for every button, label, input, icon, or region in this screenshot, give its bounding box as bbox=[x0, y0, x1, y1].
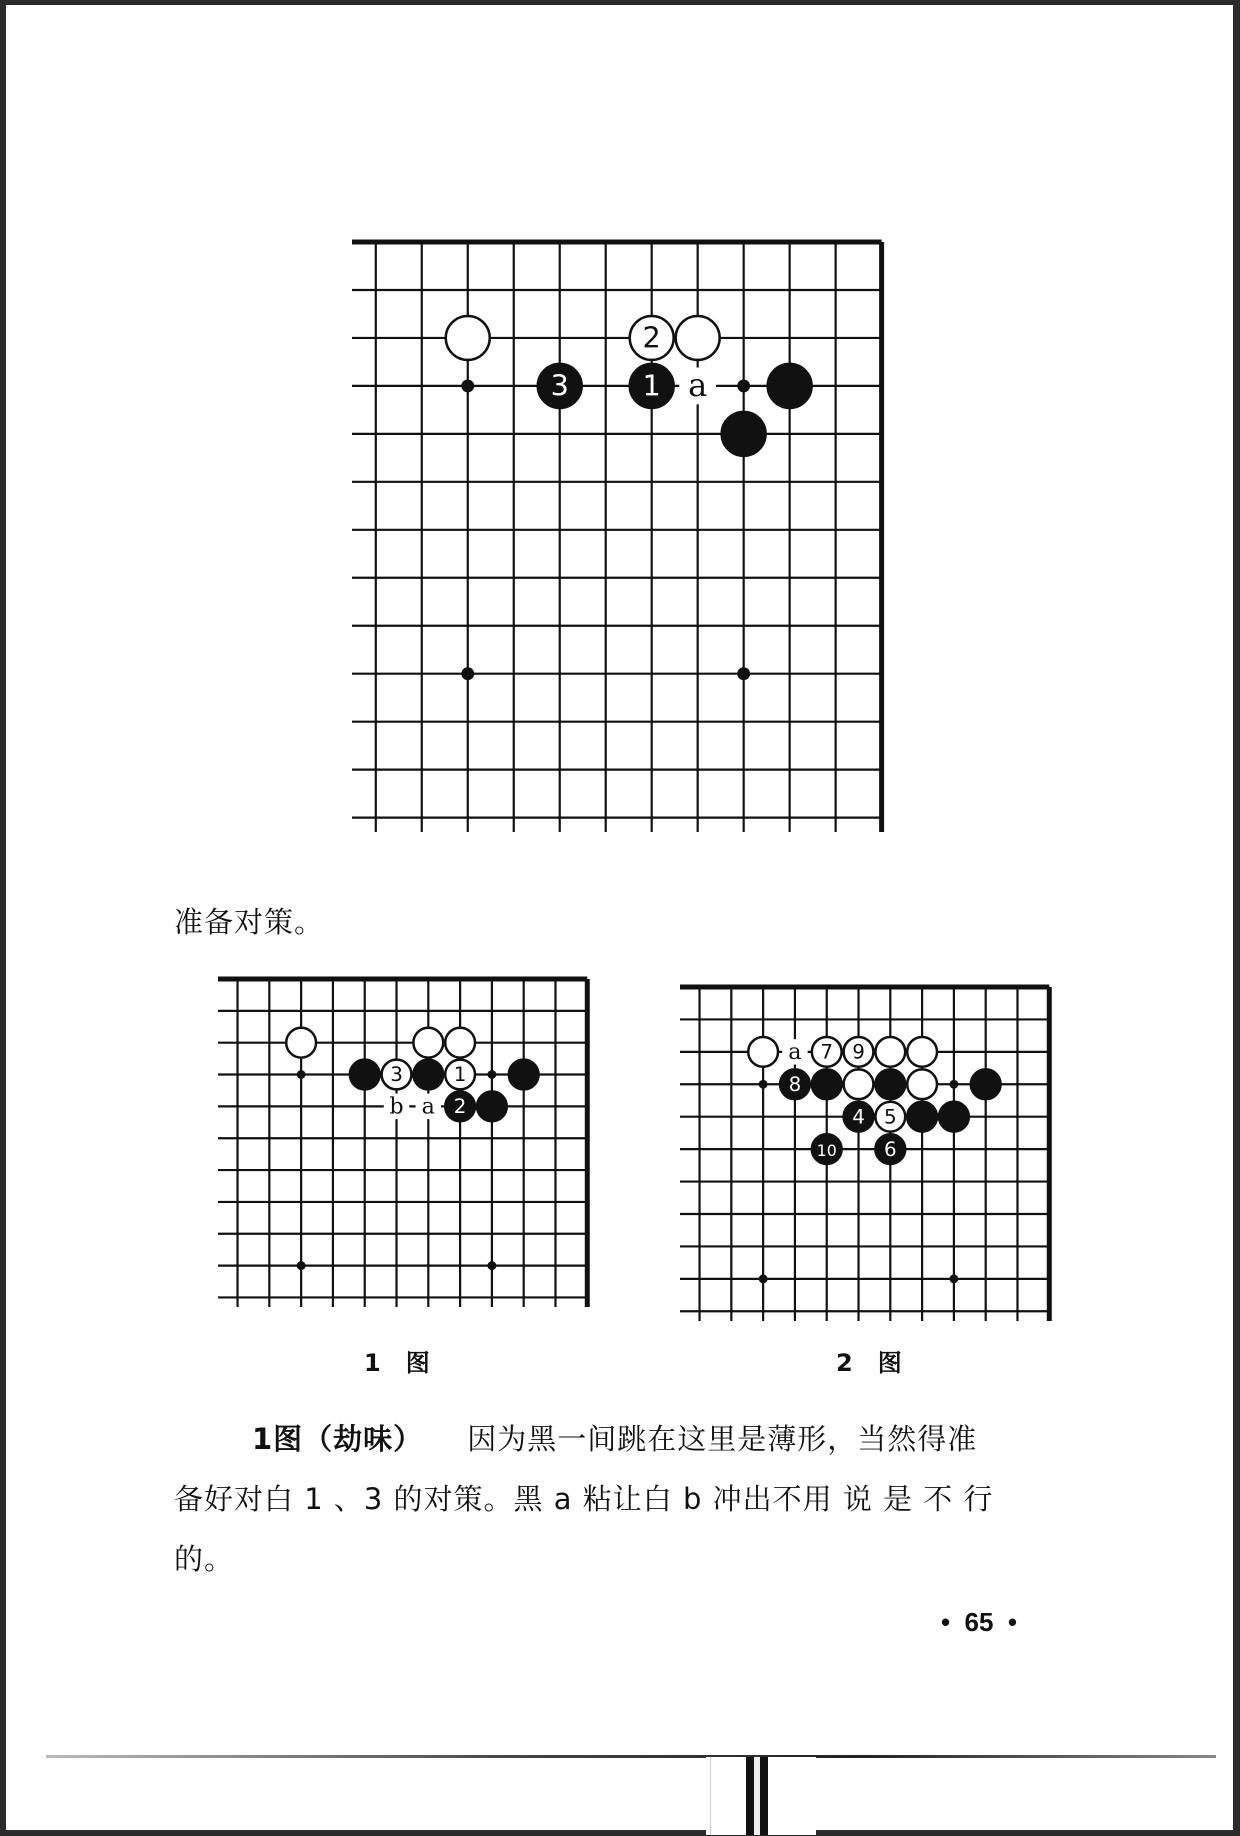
black-stone-icon bbox=[538, 364, 582, 408]
white-stone-icon bbox=[446, 316, 490, 360]
black-stone-icon bbox=[413, 1060, 443, 1090]
black-stone-icon bbox=[875, 1069, 905, 1099]
point-label: a bbox=[788, 1039, 802, 1066]
move-number: 9 bbox=[852, 1040, 865, 1064]
white-stone-icon bbox=[286, 1028, 316, 1058]
move-number: 6 bbox=[883, 1137, 897, 1161]
black-stone-icon bbox=[780, 1069, 810, 1099]
move-number: 3 bbox=[390, 1063, 403, 1087]
star-point-icon bbox=[759, 1274, 768, 1283]
paragraph-lead-label: 1图（劫味） bbox=[252, 1422, 424, 1456]
paragraph-line-3: 的。 bbox=[174, 1542, 235, 1576]
star-point-icon bbox=[487, 1261, 496, 1270]
star-point-icon bbox=[759, 1080, 768, 1089]
white-stone-icon bbox=[844, 1037, 874, 1067]
move-number: 1 bbox=[642, 368, 661, 403]
white-stone-icon bbox=[445, 1028, 475, 1058]
black-stone-icon bbox=[350, 1060, 380, 1090]
page-number: • 65 • bbox=[941, 1607, 1018, 1637]
white-stone-icon bbox=[812, 1037, 842, 1067]
go-diagram-figure-1 bbox=[218, 975, 600, 1311]
black-stone-icon bbox=[768, 364, 812, 408]
black-stone-icon bbox=[939, 1102, 969, 1132]
black-stone-icon bbox=[477, 1091, 507, 1121]
caption-figure-1: 1 图 bbox=[364, 1349, 430, 1377]
star-point-icon bbox=[737, 667, 750, 680]
go-diagram-figure-2 bbox=[680, 983, 1062, 1325]
black-stone-icon bbox=[971, 1069, 1001, 1099]
star-point-icon bbox=[297, 1070, 306, 1079]
paragraph-line-1-text: 因为黑一间跳在这里是薄形，当然得准 bbox=[467, 1422, 978, 1456]
white-stone-icon bbox=[875, 1102, 905, 1132]
black-stone-icon bbox=[509, 1060, 539, 1090]
move-number: 2 bbox=[453, 1095, 467, 1119]
point-label: a bbox=[421, 1093, 435, 1120]
white-stone-icon bbox=[907, 1037, 937, 1067]
black-stone-icon bbox=[812, 1134, 842, 1164]
move-number: 1 bbox=[453, 1063, 467, 1087]
paragraph-line-1 bbox=[252, 1417, 977, 1458]
white-stone-icon bbox=[445, 1060, 475, 1090]
move-number: 5 bbox=[883, 1105, 897, 1129]
black-stone-icon bbox=[630, 364, 674, 408]
text-line-prepare: 准备对策。 bbox=[174, 905, 325, 939]
black-stone-icon bbox=[722, 412, 766, 456]
scan-artifact-bars bbox=[706, 1757, 816, 1835]
white-stone-icon bbox=[875, 1037, 905, 1067]
white-stone-icon bbox=[907, 1069, 937, 1099]
book-page bbox=[6, 5, 1233, 1830]
star-point-icon bbox=[487, 1070, 496, 1079]
black-stone-icon bbox=[907, 1102, 937, 1132]
caption-figure-2: 2 图 bbox=[836, 1349, 902, 1377]
point-label: a bbox=[688, 366, 708, 405]
star-point-icon bbox=[737, 379, 750, 392]
star-point-icon bbox=[949, 1274, 958, 1283]
black-stone-icon bbox=[445, 1091, 475, 1121]
paragraph-line-2: 备好对白 1 、3 的对策。黑 a 粘让白 b 冲出不用 说 是 不 行 bbox=[174, 1482, 994, 1516]
move-number: 3 bbox=[550, 368, 569, 403]
go-diagram-main bbox=[352, 238, 900, 836]
star-point-icon bbox=[461, 667, 474, 680]
scan-artifact-rule bbox=[46, 1755, 1216, 1758]
point-label: b bbox=[389, 1093, 404, 1120]
move-number: 8 bbox=[788, 1072, 802, 1096]
white-stone-icon bbox=[676, 316, 720, 360]
move-number: 4 bbox=[852, 1105, 865, 1129]
black-stone-icon bbox=[812, 1069, 842, 1099]
white-stone-icon bbox=[382, 1060, 412, 1090]
white-stone-icon bbox=[844, 1069, 874, 1099]
black-stone-icon bbox=[875, 1134, 905, 1164]
white-stone-icon bbox=[413, 1028, 443, 1058]
white-stone-icon bbox=[630, 316, 674, 360]
star-point-icon bbox=[297, 1261, 306, 1270]
black-stone-icon bbox=[844, 1102, 874, 1132]
move-number: 2 bbox=[642, 320, 661, 355]
move-number: 7 bbox=[820, 1040, 834, 1064]
white-stone-icon bbox=[748, 1037, 778, 1067]
move-number: 10 bbox=[816, 1140, 837, 1160]
star-point-icon bbox=[461, 379, 474, 392]
star-point-icon bbox=[949, 1080, 958, 1089]
